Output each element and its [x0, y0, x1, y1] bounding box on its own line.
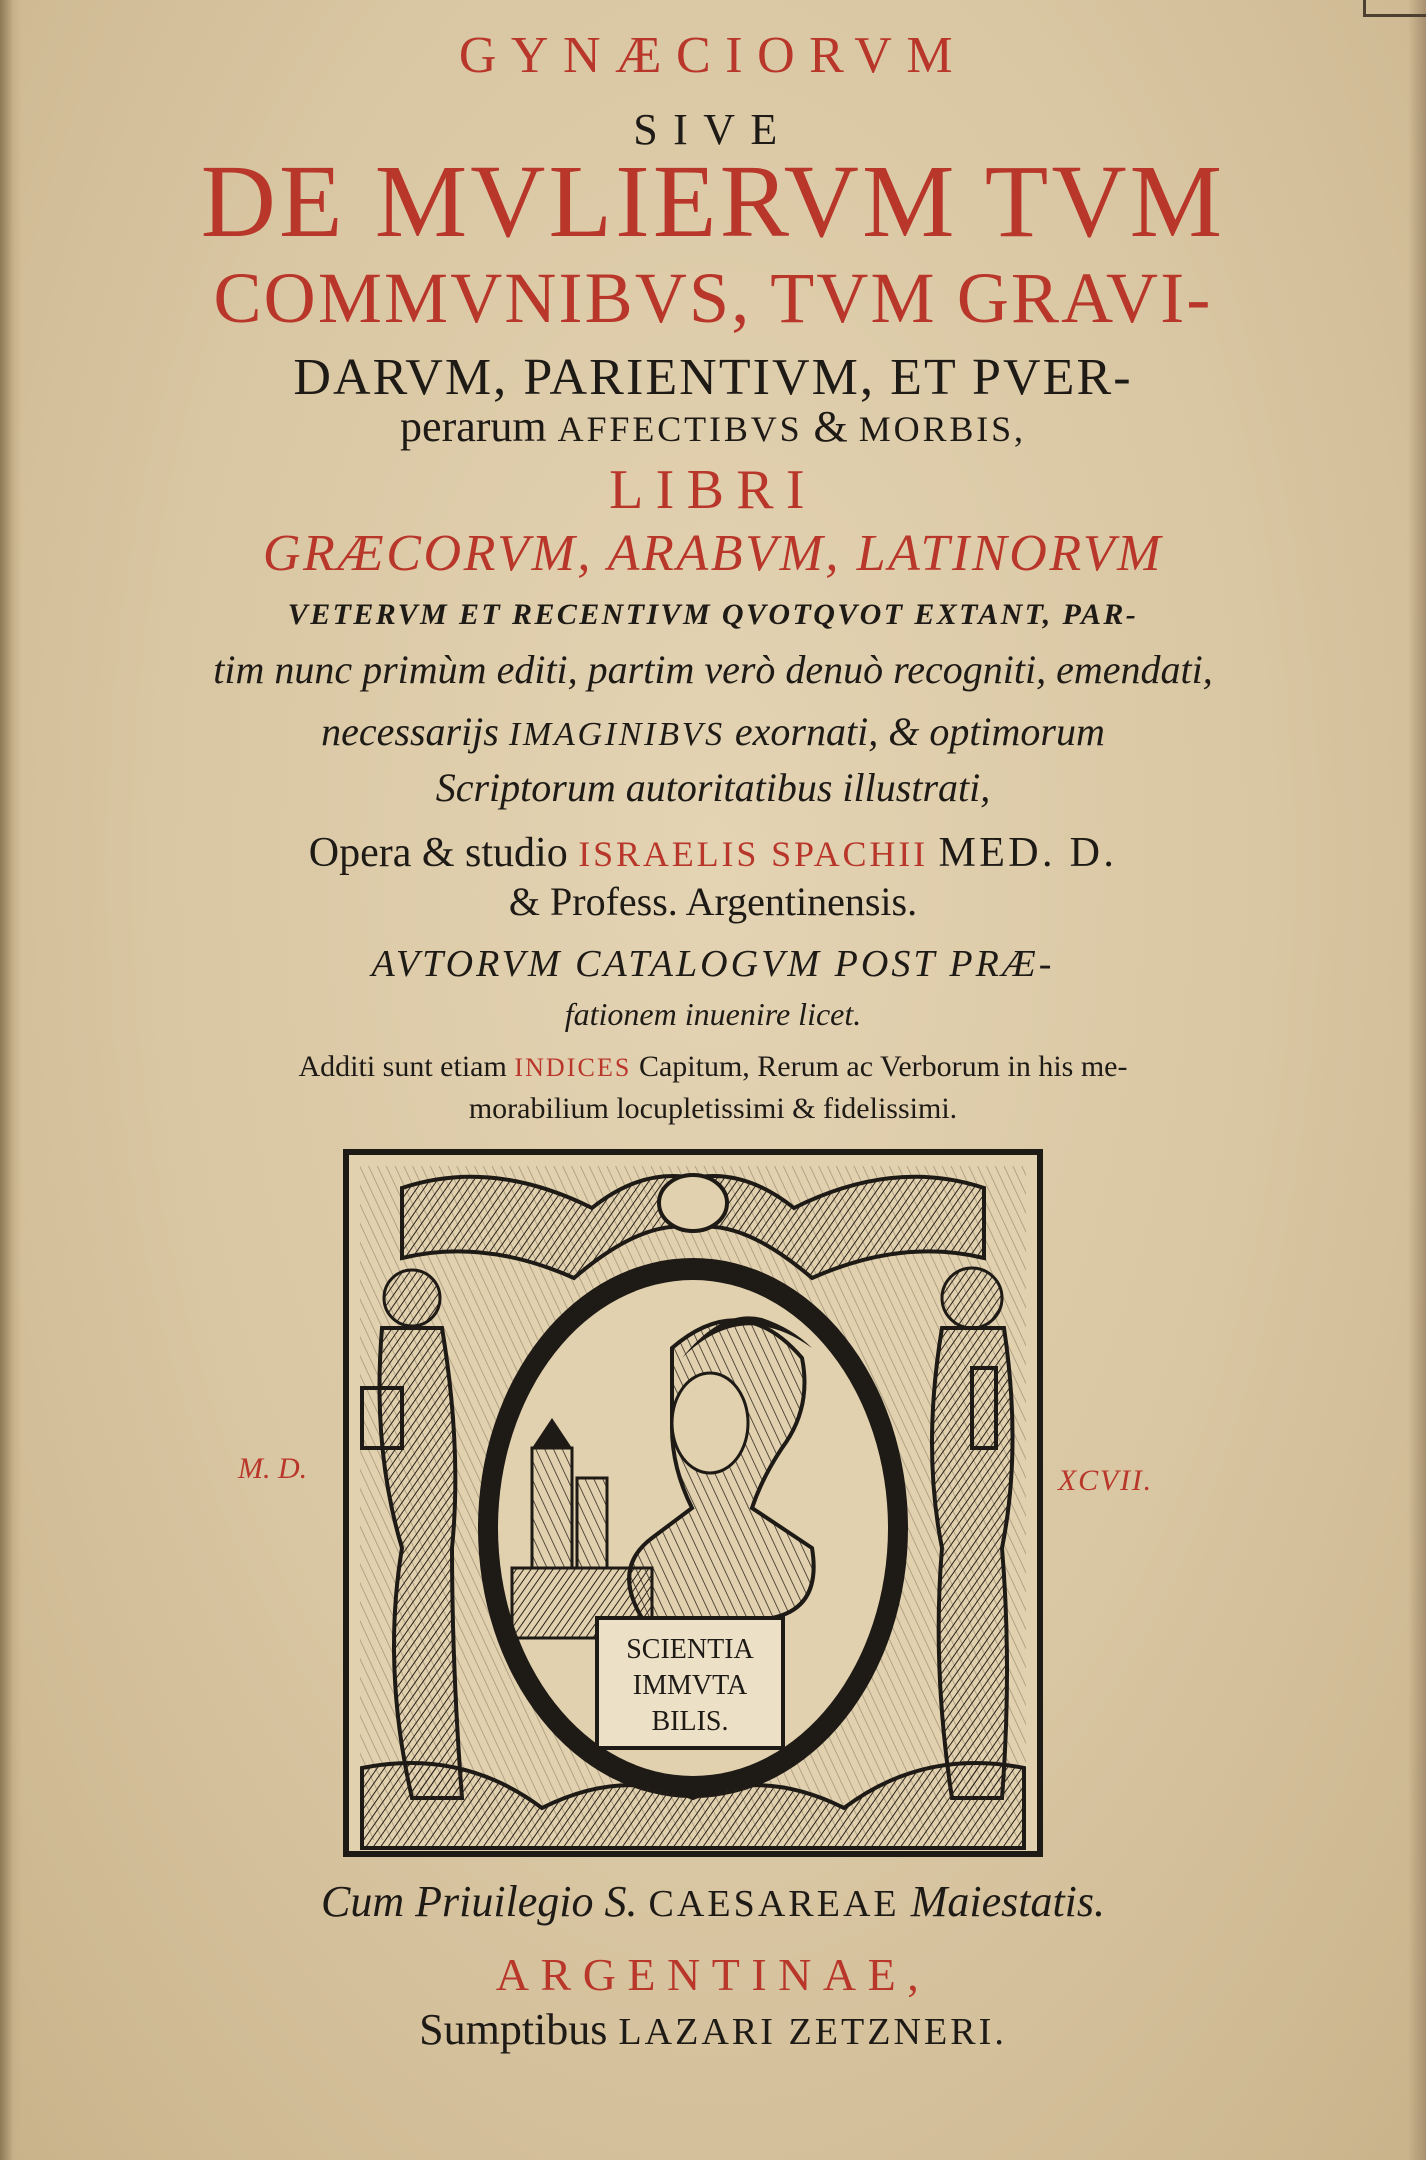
right-figure — [932, 1268, 1013, 1798]
title-line-6-b: AFFECTIBVS — [557, 409, 803, 449]
title-line-4: COMMVNIBVS, TVM GRAVI- — [213, 258, 1213, 338]
title-line-11-b: IMAGINIBVS — [508, 716, 725, 753]
title-line-5: DARVM, PARIENTIVM, ET PVER- — [293, 349, 1133, 406]
motto-line-2: IMMVTA — [632, 1670, 748, 1701]
imprint-line-3-a: Sumptibus — [419, 2005, 608, 2054]
title-line-11-a: necessarijs — [321, 709, 499, 754]
title-line-6 — [0, 402, 1426, 451]
title-line-10: tim nunc primùm editi, partim verò denuò recogniti, emendati, — [213, 647, 1213, 692]
printers-device-woodcut — [342, 1148, 1044, 1858]
catalog-line-1: AVTORVM CATALOGVM POST PRÆ- — [371, 943, 1055, 985]
date-right: XCVII. — [1058, 1464, 1153, 1497]
title-line-3: DE MVLIERVM TVM — [200, 144, 1226, 259]
title-line-8: GRÆCORVM, ARABVM, LATINORVM — [262, 525, 1164, 582]
title-line-6-d: MORBIS, — [858, 409, 1026, 449]
title-line-1: GYNÆCIORVM — [458, 27, 968, 84]
motto-line-3: BILIS. — [651, 1706, 729, 1737]
indices-line-1 — [0, 1052, 1426, 1082]
printer-name: LAZARI ZETZNERI. — [618, 2011, 1007, 2053]
imprint-line-1 — [0, 1877, 1426, 1926]
title-line-6-c: & — [813, 402, 848, 451]
imprint-place: ARGENTINAE, — [495, 1949, 931, 2000]
imprint-line-1-c: Maiestatis. — [910, 1877, 1106, 1926]
title-line-7: LIBRI — [609, 459, 817, 521]
title-line-12: Scriptorum autoritatibus illustrati, — [435, 765, 991, 810]
indices-line-2: morabilium locupletissimi & fidelissimi. — [468, 1092, 958, 1125]
imprint-line-1-b: CAESAREAE — [648, 1883, 900, 1925]
title-line-9: VETERVM ET RECENTIVM QVOTQVOT EXTANT, PAR- — [287, 598, 1139, 631]
indices-word: INDICES — [514, 1053, 632, 1082]
indices-line-1-a: Additi sunt etiam — [298, 1050, 507, 1083]
indices-line-1-c: Capitum, Rerum ac Verborum in his me- — [638, 1050, 1128, 1083]
catalog-line-2: fationem inuenire licet. — [564, 996, 862, 1032]
title-line-2: SIVE — [633, 105, 793, 154]
author-degree: MED. D. — [938, 830, 1118, 876]
corner-mark — [1363, 0, 1426, 17]
author-line-2: & Profess. Argentinensis. — [508, 879, 918, 924]
title-line-11 — [0, 709, 1426, 754]
motto-line-1: SCIENTIA — [626, 1634, 754, 1665]
imprint-line-1-a: Cum Priuilegio S. — [320, 1877, 638, 1926]
title-line-6-a: perarum — [400, 402, 547, 451]
date-left: M. D. — [238, 1452, 308, 1485]
author-line-1-a: Opera & studio — [308, 830, 568, 876]
author-name: ISRAELIS SPACHII — [578, 834, 929, 874]
title-line-11-c: exornati, & optimorum — [734, 709, 1105, 754]
imprint-line-3 — [0, 2005, 1426, 2054]
author-line-1 — [0, 832, 1426, 874]
shield-crest — [659, 1175, 727, 1231]
